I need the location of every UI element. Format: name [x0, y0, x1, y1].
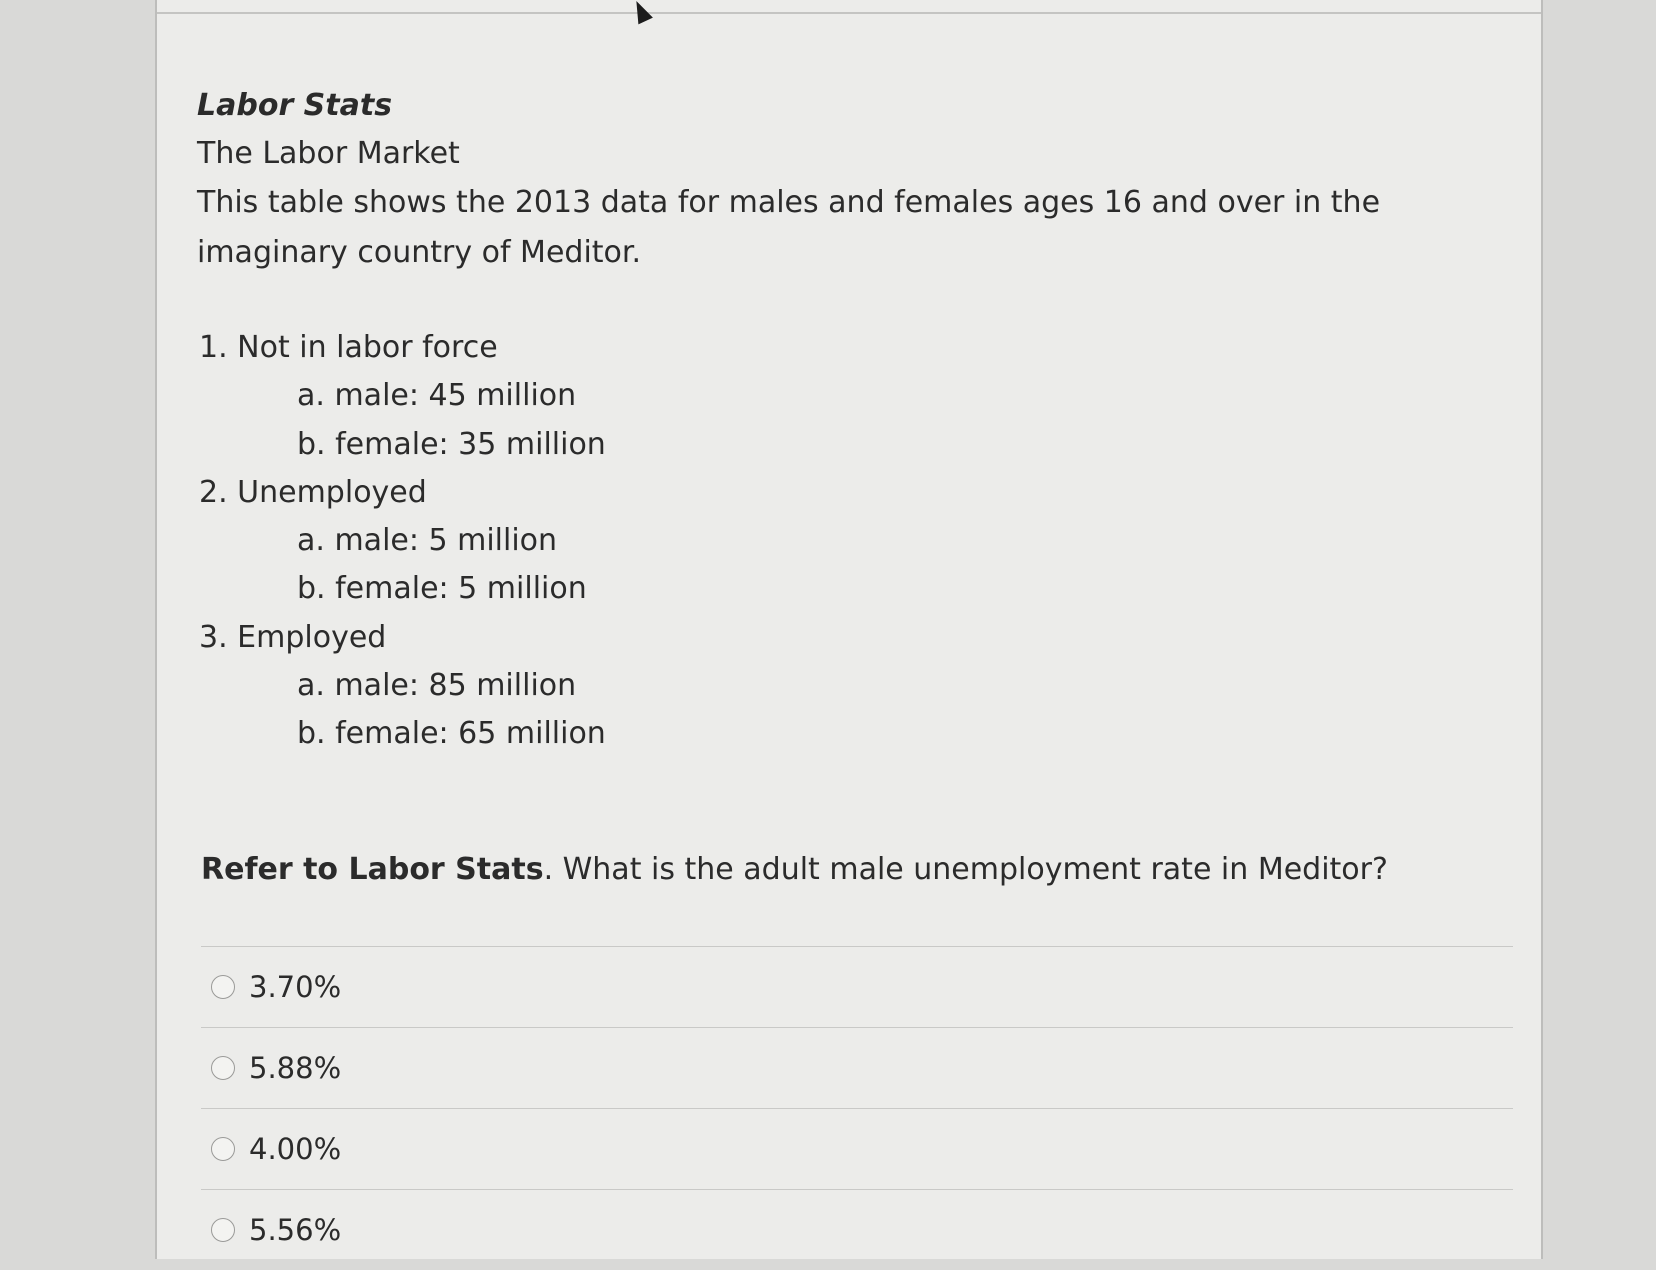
answer-option[interactable]: [201, 1108, 1513, 1189]
list-item: 1. Not in labor force: [199, 330, 498, 365]
answer-options: [201, 946, 1513, 1270]
radio-button[interactable]: [211, 1218, 235, 1242]
radio-button[interactable]: [211, 1137, 235, 1161]
stimulus: [197, 82, 1517, 278]
radio-button[interactable]: [211, 1056, 235, 1080]
top-divider: [157, 12, 1541, 14]
question-text: . What is the adult male unemployment rate in Meditor?: [543, 852, 1388, 887]
answer-option[interactable]: [201, 946, 1513, 1027]
stimulus-subtitle: The Labor Market: [197, 136, 460, 171]
list-subitem: a. male: 5 million: [297, 523, 558, 559]
list-subitem: b. female: 35 million: [297, 426, 606, 462]
list-item: 3. Employed: [199, 619, 387, 655]
answer-option-label[interactable]: 4.00%: [249, 1132, 342, 1166]
radio-button[interactable]: [211, 975, 235, 999]
answer-option-label[interactable]: 5.56%: [249, 1213, 342, 1247]
question-prompt: [201, 850, 1388, 890]
question-reference: Refer to Labor Stats: [201, 852, 544, 887]
list-subitem: b. female: 65 million: [297, 716, 606, 752]
list-item: 2. Unemployed: [199, 474, 427, 510]
answer-option[interactable]: [201, 1189, 1513, 1270]
question-panel: [155, 0, 1543, 1259]
answer-option-label[interactable]: 5.88%: [249, 1051, 342, 1085]
list-subitem: a. male: 45 million: [297, 378, 577, 414]
stimulus-description: This table shows the 2013 data for males and females ages 16 and over in the imaginary country of Meditor.: [197, 185, 1381, 270]
mouse-cursor-icon: [629, 0, 653, 24]
labor-data-list: [197, 324, 606, 759]
stimulus-title: Labor Stats: [197, 88, 393, 123]
list-subitem: b. female: 5 million: [297, 571, 587, 607]
list-subitem: a. male: 85 million: [297, 668, 577, 704]
answer-option-label[interactable]: 3.70%: [249, 970, 342, 1004]
answer-option[interactable]: [201, 1027, 1513, 1108]
